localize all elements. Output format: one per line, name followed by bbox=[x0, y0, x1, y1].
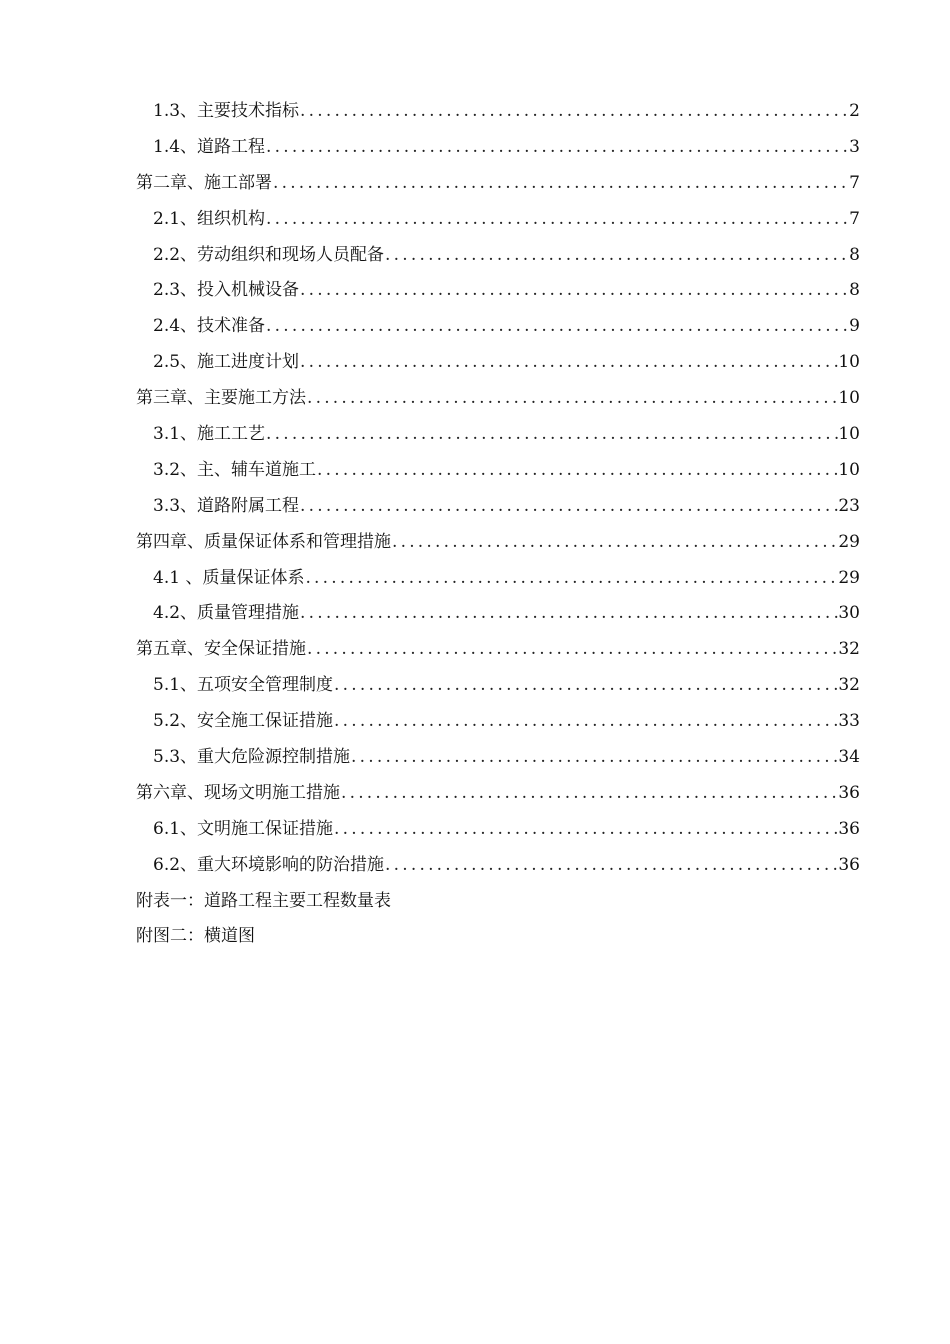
toc-entry[interactable] bbox=[136, 812, 860, 848]
toc-entry-title: 2.3、投入机械设备 bbox=[153, 280, 300, 301]
toc-entry[interactable] bbox=[136, 632, 860, 668]
toc-entry-title: 5.3、重大危险源控制措施 bbox=[153, 747, 351, 768]
toc-entry[interactable] bbox=[136, 345, 860, 381]
toc-dot-leader bbox=[304, 561, 838, 597]
toc-entry[interactable] bbox=[136, 848, 860, 884]
toc-dot-leader bbox=[316, 453, 838, 489]
toc-entry-title: 第三章、主要施工方法 bbox=[136, 388, 306, 409]
toc-entry-page-number: 8 bbox=[849, 244, 860, 265]
toc-entry[interactable] bbox=[136, 202, 860, 238]
toc-dot-leader bbox=[333, 704, 838, 740]
toc-entry-title: 第四章、质量保证体系和管理措施 bbox=[136, 531, 391, 552]
toc-entry-page-number: 8 bbox=[849, 280, 860, 301]
toc-entry[interactable] bbox=[136, 919, 860, 955]
toc-entry-title: 附图二：横道图 bbox=[136, 926, 255, 947]
toc-entry-page-number: 36 bbox=[838, 818, 860, 839]
toc-dot-leader bbox=[299, 596, 838, 632]
toc-entry-title: 第六章、现场文明施工措施 bbox=[136, 782, 340, 803]
toc-entry[interactable] bbox=[136, 130, 860, 166]
toc-entry-title: 1.3、主要技术指标 bbox=[153, 101, 300, 121]
toc-entry-title: 3.1、施工工艺 bbox=[153, 424, 266, 445]
toc-dot-leader bbox=[306, 381, 838, 417]
toc-entry[interactable] bbox=[136, 525, 860, 561]
toc-entry-page-number: 36 bbox=[838, 854, 860, 875]
toc-entry-title: 2.1、组织机构 bbox=[153, 208, 266, 229]
toc-entry[interactable] bbox=[136, 776, 860, 812]
toc-entry[interactable] bbox=[136, 94, 860, 130]
toc-dot-leader bbox=[299, 94, 849, 130]
toc-entry[interactable] bbox=[136, 596, 860, 632]
toc-entry-page-number: 10 bbox=[838, 459, 860, 480]
toc-entry-title: 5.2、安全施工保证措施 bbox=[153, 711, 334, 732]
toc-entry-title: 4.1 、质量保证体系 bbox=[153, 567, 305, 588]
toc-entry-title: 3.3、道路附属工程 bbox=[153, 495, 300, 516]
toc-entry-page-number: 36 bbox=[838, 782, 860, 803]
toc-dot-leader bbox=[340, 776, 838, 812]
toc-entry[interactable] bbox=[136, 166, 860, 202]
toc-dot-leader bbox=[391, 525, 838, 561]
toc-entry-page-number: 32 bbox=[838, 675, 860, 696]
toc-entry-title: 1.4、道路工程 bbox=[153, 136, 266, 157]
toc-entry-page-number: 10 bbox=[838, 352, 860, 373]
toc-entry-title: 5.1、五项安全管理制度 bbox=[153, 675, 334, 696]
toc-entry[interactable] bbox=[136, 238, 860, 274]
toc-entry[interactable] bbox=[136, 740, 860, 776]
toc-entry-title: 3.2、主、辅车道施工 bbox=[153, 459, 317, 480]
toc-entry[interactable] bbox=[136, 884, 860, 920]
toc-entry[interactable] bbox=[136, 704, 860, 740]
toc-entry-page-number: 9 bbox=[849, 316, 860, 337]
toc-entry-page-number: 29 bbox=[838, 531, 860, 552]
toc-dot-leader bbox=[265, 417, 838, 453]
toc-dot-leader bbox=[265, 309, 849, 345]
toc-entry-page-number: 32 bbox=[838, 639, 860, 660]
toc-entry-title: 第五章、安全保证措施 bbox=[136, 639, 306, 660]
toc-entry-page-number: 33 bbox=[838, 711, 860, 732]
toc-dot-leader bbox=[299, 489, 838, 525]
toc-entry-page-number: 29 bbox=[838, 567, 860, 588]
toc-entry-title: 第二章、施工部署 bbox=[136, 172, 272, 193]
toc-entry[interactable] bbox=[136, 309, 860, 345]
toc-dot-leader bbox=[265, 130, 849, 166]
toc-entry[interactable] bbox=[136, 453, 860, 489]
toc-dot-leader bbox=[333, 812, 838, 848]
toc-entry[interactable] bbox=[136, 561, 860, 597]
toc-entry-page-number: 30 bbox=[838, 603, 860, 624]
toc-dot-leader bbox=[272, 166, 849, 202]
toc-dot-leader bbox=[299, 345, 838, 381]
toc-dot-leader bbox=[384, 238, 849, 274]
toc-dot-leader bbox=[384, 848, 838, 884]
toc-entry-title: 4.2、质量管理措施 bbox=[153, 603, 300, 624]
toc-entry-title: 6.1、文明施工保证措施 bbox=[153, 818, 334, 839]
toc-entry-title: 2.4、技术准备 bbox=[153, 316, 266, 337]
table-of-contents bbox=[136, 94, 860, 955]
toc-dot-leader bbox=[333, 668, 838, 704]
toc-entry[interactable] bbox=[136, 668, 860, 704]
toc-entry-page-number: 7 bbox=[849, 172, 860, 193]
toc-entry-page-number: 23 bbox=[838, 495, 860, 516]
toc-dot-leader bbox=[299, 273, 849, 309]
toc-entry-title: 2.5、施工进度计划 bbox=[153, 352, 300, 373]
toc-entry-page-number: 7 bbox=[849, 208, 860, 229]
toc-dot-leader bbox=[265, 202, 849, 238]
toc-entry-page-number: 3 bbox=[849, 136, 860, 157]
toc-entry-title: 附表一：道路工程主要工程数量表 bbox=[136, 890, 391, 911]
toc-entry-title: 6.2、重大环境影响的防治措施 bbox=[153, 854, 385, 875]
toc-entry-page-number: 34 bbox=[838, 747, 860, 768]
toc-entry[interactable] bbox=[136, 417, 860, 453]
toc-dot-leader bbox=[350, 740, 838, 776]
toc-entry-title: 2.2、劳动组织和现场人员配备 bbox=[153, 244, 385, 265]
toc-entry-page-number: 10 bbox=[838, 424, 860, 445]
toc-entry-page-number: 10 bbox=[838, 388, 860, 409]
toc-entry-page-number: 2 bbox=[849, 101, 860, 121]
toc-dot-leader bbox=[306, 632, 838, 668]
toc-entry[interactable] bbox=[136, 489, 860, 525]
toc-entry[interactable] bbox=[136, 273, 860, 309]
toc-entry[interactable] bbox=[136, 381, 860, 417]
